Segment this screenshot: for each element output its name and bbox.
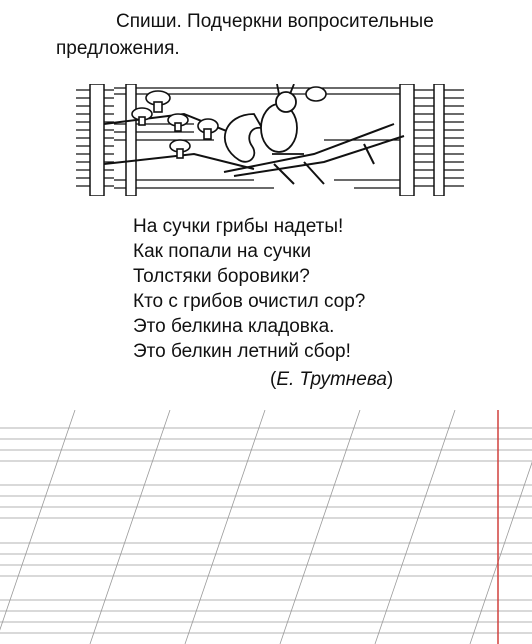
tree-trunk-right <box>400 84 414 196</box>
squirrel-illustration <box>74 84 466 196</box>
handwriting-lines <box>0 410 532 644</box>
tree-trunk-left <box>90 84 104 196</box>
tree-trunk-right-2 <box>434 84 444 196</box>
slant-line <box>470 410 532 644</box>
slant-line <box>0 410 75 644</box>
slant-line <box>280 410 360 644</box>
squirrel <box>225 84 304 162</box>
task-instruction: Спиши. Подчеркни вопросительные предложения. <box>56 11 434 59</box>
author-paren-open: ( <box>270 369 277 390</box>
poem <box>133 214 433 364</box>
poem-author <box>270 367 393 392</box>
slant-line <box>375 410 455 644</box>
tree-trunk-left-2 <box>126 84 136 196</box>
slant-line <box>185 410 265 644</box>
poem-line-4: Кто с грибов очистил сор? <box>133 291 366 312</box>
poem-line-3: Толстяки боровики? <box>133 266 310 287</box>
author-paren-close: ) <box>386 369 394 390</box>
slant-line <box>90 410 170 644</box>
poem-line-5: Это белкина кладовка. <box>133 316 335 337</box>
ruling <box>0 410 532 644</box>
poem-line-2: Как попали на сучки <box>133 241 312 262</box>
author-name: Е. Трутнева <box>276 369 387 390</box>
poem-line-6: Это белкин летний сбор! <box>133 341 351 362</box>
poem-line-1: На сучки грибы надеты! <box>133 216 344 237</box>
